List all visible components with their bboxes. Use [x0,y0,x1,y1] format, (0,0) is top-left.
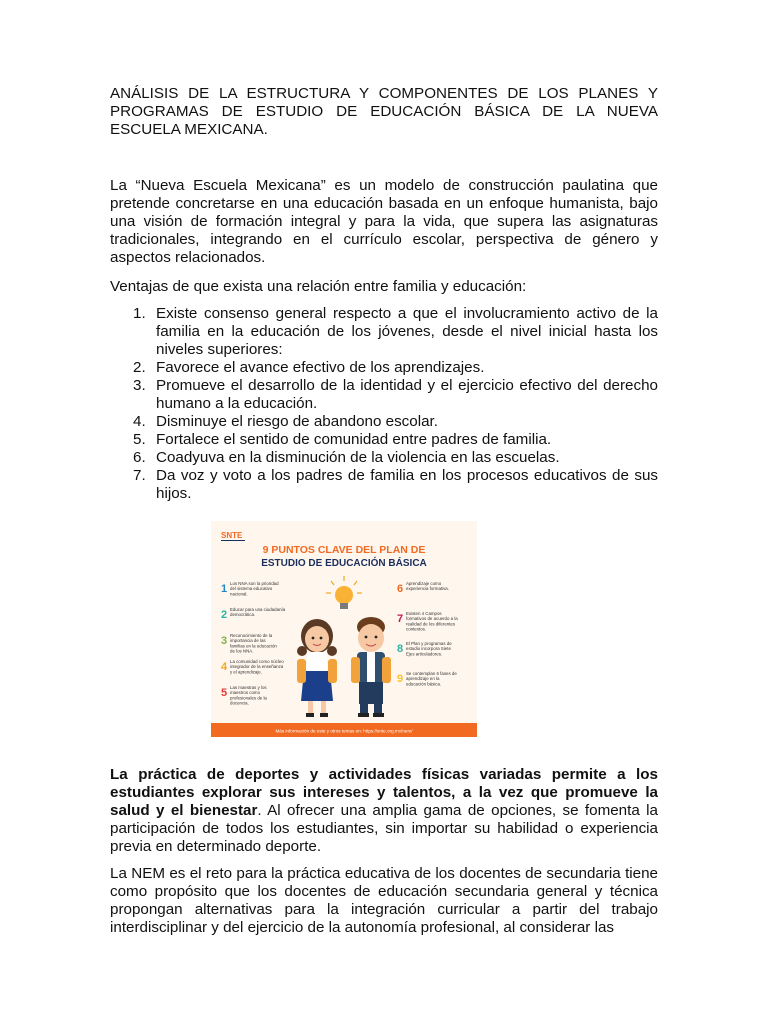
advantage-item [110,305,658,359]
advantage-item [110,359,658,377]
infographic-point-number: 8 [397,643,404,655]
advantage-text: Disminuye el riesgo de abandono escolar. [156,413,438,430]
advantage-text: Coadyuva en la disminución de la violencia en las escuelas. [156,449,560,466]
infographic-point-text: La comunidad como núcleo integrador de la enseñanza y el aprendizaje. [230,659,284,675]
infographic-footer: Más información de este y otros temas en: https://snte.org.mx/nem/ [275,728,413,734]
infographic-point-number: 4 [221,661,228,673]
infographic-image [211,521,477,737]
advantage-text: Fortalece el sentido de comunidad entre padres de familia. [156,431,552,448]
advantage-number: 6. [133,449,146,466]
sports-bold-text: La práctica de deportes y actividades físicas variadas permite a los estudiantes explorar sus intereses y talentos, a la vez que promueve la salud y el bienestar [110,766,658,819]
infographic-title-line1: 9 PUNTOS CLAVE DEL PLAN DE [262,544,426,556]
intro-paragraph: La “Nueva Escuela Mexicana” es un modelo de construcción paulatina que pretende concretarse en una educación basada en un enfoque humanista, bajo una visión de formación integral y para la vida, que supera las asignaturas tradicionales, integrando en el currículo escolar, perspectiva de género y aspectos relacionados. [110,177,658,266]
nem-paragraph: La NEM es el reto para la práctica educativa de los docentes de secundaria tiene como propósito que los docentes de educación secundaria general y técnica propongan alternativas para la integración curricular a partir del trabajo interdisciplinar y del ejercicio de la autonomía profesional, al considerar las [110,865,658,936]
advantage-item [110,431,658,449]
infographic-point-number: 7 [397,613,404,625]
advantages-heading: Ventajas de que exista una relación entre familia y educación: [110,278,527,295]
infographic-point-number: 9 [397,673,404,685]
advantage-text: Da voz y voto a los padres de familia en los procesos educativos de sus hijos. [156,467,658,502]
infographic-point-text: Aprendizaje como experiencia formativa. [406,581,449,592]
advantage-item [110,449,658,467]
advantage-number: 7. [133,467,146,484]
advantage-number: 4. [133,413,146,430]
advantages-list [110,305,658,503]
infographic-title-line2: ESTUDIO DE EDUCACIÓN BÁSICA [261,558,427,569]
infographic-point-number: 1 [221,583,228,595]
infographic-point-number: 5 [221,687,228,699]
infographic-point-text: Reconocimiento de la importancia de las familias en la educación de los NNA. [230,633,277,654]
infographic-point-text: El Plan y programas de estudio incorpora Siete Ejes articuladores. [406,641,452,657]
infographic-point-text: Se contemplan 6 fases de aprendizaje en la educación básica. [406,671,457,687]
advantage-text: Favorece el avance efectivo de los aprendizajes. [156,359,485,376]
advantage-number: 5. [133,431,146,448]
advantage-text: Existe consenso general respecto a que el involucramiento activo de la familia en la educación de los jóvenes, desde el nivel inicial hasta los niveles superiores: [156,305,658,358]
document-title: ANÁLISIS DE LA ESTRUCTURA Y COMPONENTES DE LOS PLANES Y PROGRAMAS DE ESTUDIO DE EDUCACIÓN BÁSICA DE LA NUEVA ESCUELA MEXICANA. [110,85,658,138]
snte-logo: SNTE [221,531,243,540]
sports-paragraph [110,766,658,856]
infographic-point-text: Los NNA son la prioridad del sistema educativo nacional. [230,581,279,597]
infographic-point-text: Educar para una ciudadanía democrática. [230,607,286,618]
advantage-number: 1. [133,305,146,322]
advantage-text: Promueve el desarrollo de la identidad y el ejercicio efectivo del derecho humano a la educación. [156,377,658,412]
infographic-point-text: Las maestras y los maestros como profesionales de la docencia. [230,685,267,706]
infographic-point-number: 2 [221,609,228,621]
infographic-point-number: 3 [221,635,228,647]
advantage-item [110,467,658,503]
advantage-item [110,377,658,413]
advantage-number: 2. [133,359,146,376]
infographic-point-number: 6 [397,583,404,595]
advantage-number: 3. [133,377,146,394]
sports-rest-text: . Al ofrecer una amplia gama de opciones, se fomenta la participación de todos los estudiantes, sin importar su habilidad o experiencia previa en determinado deporte. [110,802,658,855]
infographic-point-text: Existen 4 Campos formativos de acuerdo a la realidad de los diferentes contextos. [406,611,458,632]
advantage-item [110,413,658,431]
